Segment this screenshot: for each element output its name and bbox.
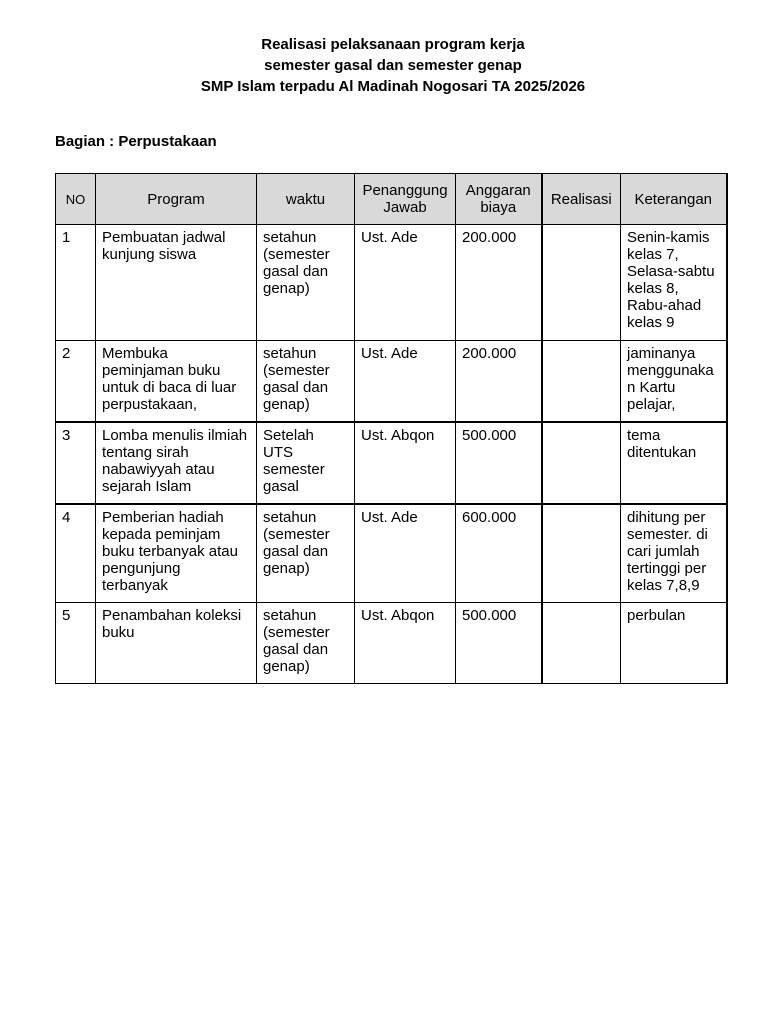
program-table: [55, 173, 728, 684]
table-header-row: [56, 174, 727, 225]
cell-no: 4: [56, 504, 96, 603]
cell-no: 5: [56, 603, 96, 684]
cell-program: Penambahan koleksi buku: [96, 603, 257, 684]
column-header-realisasi: Realisasi: [542, 174, 621, 225]
cell-anggaran: 200.000: [456, 225, 542, 341]
cell-realisasi: [542, 422, 621, 504]
table-row: [56, 225, 727, 341]
cell-program: Pembuatan jadwal kunjung siswa: [96, 225, 257, 341]
cell-realisasi: [542, 225, 621, 341]
cell-waktu: setahun (semester gasal dan genap): [257, 225, 355, 341]
cell-penanggung-jawab: Ust. Ade: [355, 341, 456, 423]
cell-program: Pemberian hadiah kepada peminjam buku terbanyak atau pengunjung terbanyak: [96, 504, 257, 603]
cell-program: Membuka peminjaman buku untuk di baca di luar perpustakaan,: [96, 341, 257, 423]
cell-anggaran: 600.000: [456, 504, 542, 603]
cell-anggaran: 500.000: [456, 603, 542, 684]
cell-realisasi: [542, 341, 621, 423]
cell-penanggung-jawab: Ust. Abqon: [355, 422, 456, 504]
column-header-program: Program: [96, 174, 257, 225]
column-header-no: NO: [56, 174, 96, 225]
title-line-3: SMP Islam terpadu Al Madinah Nogosari TA 2025/2026: [200, 78, 586, 95]
title-line-2: semester gasal dan semester genap: [264, 57, 522, 74]
cell-keterangan: Senin-kamis kelas 7, Selasa-sabtu kelas 8, Rabu-ahad kelas 9: [621, 225, 727, 341]
table-row: [56, 603, 727, 684]
cell-penanggung-jawab: Ust. Abqon: [355, 603, 456, 684]
cell-keterangan: perbulan: [621, 603, 727, 684]
column-header-anggaran: Anggaran biaya: [456, 174, 542, 225]
table-row: [56, 504, 727, 603]
title-line-1: Realisasi pelaksanaan program kerja: [261, 36, 525, 53]
cell-waktu: setahun (semester gasal dan genap): [257, 504, 355, 603]
cell-anggaran: 200.000: [456, 341, 542, 423]
table-row: [56, 341, 727, 423]
cell-penanggung-jawab: Ust. Ade: [355, 504, 456, 603]
cell-penanggung-jawab: Ust. Ade: [355, 225, 456, 341]
cell-waktu: setahun (semester gasal dan genap): [257, 341, 355, 423]
cell-anggaran: 500.000: [456, 422, 542, 504]
column-header-waktu: waktu: [257, 174, 355, 225]
cell-keterangan: jaminanya menggunakan Kartu pelajar,: [621, 341, 727, 423]
cell-waktu: setahun (semester gasal dan genap): [257, 603, 355, 684]
cell-no: 1: [56, 225, 96, 341]
table-row: [56, 422, 727, 504]
cell-no: 2: [56, 341, 96, 423]
cell-realisasi: [542, 504, 621, 603]
cell-waktu: Setelah UTS semester gasal: [257, 422, 355, 504]
cell-keterangan: tema ditentukan: [621, 422, 727, 504]
column-header-penanggung-jawab: Penanggung Jawab: [355, 174, 456, 225]
section-label: Bagian : Perpustakaan: [55, 133, 217, 150]
cell-keterangan: dihitung per semester. di cari jumlah tertinggi per kelas 7,8,9: [621, 504, 727, 603]
document-title: [0, 34, 768, 97]
column-header-keterangan: Keterangan: [621, 174, 727, 225]
cell-no: 3: [56, 422, 96, 504]
cell-program: Lomba menulis ilmiah tentang sirah nabawiyyah atau sejarah Islam: [96, 422, 257, 504]
cell-realisasi: [542, 603, 621, 684]
